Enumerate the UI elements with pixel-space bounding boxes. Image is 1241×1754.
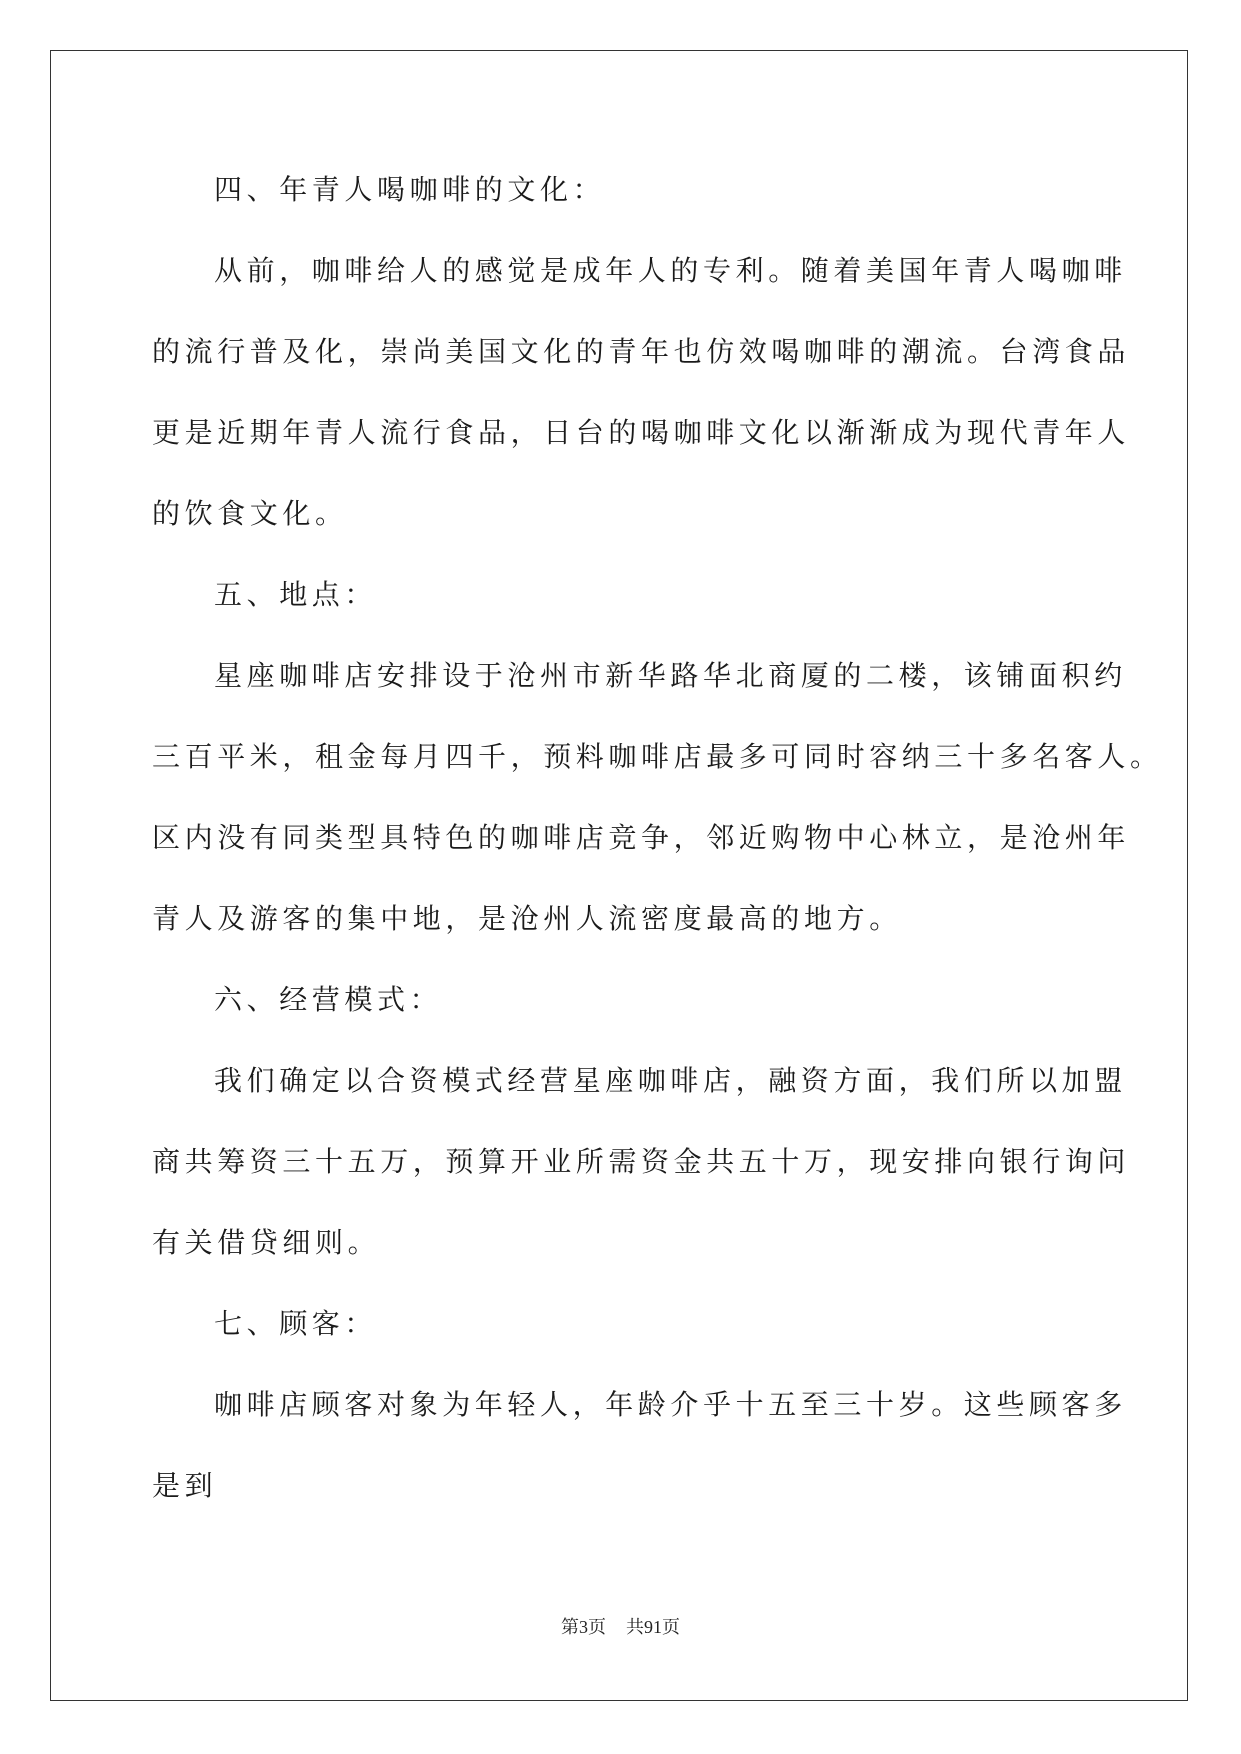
paragraph-line: 青人及游客的集中地，是沧州人流密度最高的地方。 [152,902,902,935]
section-heading-4: 四、年青人喝咖啡的文化： [214,173,606,206]
paragraph-line: 从前，咖啡给人的感觉是成年人的专利。随着美国年青人喝咖啡 [214,254,1127,287]
paragraph-line: 更是近期年青人流行食品，日台的喝咖啡文化以渐渐成为现代青年人 [152,416,1131,449]
paragraph-line: 商共筹资三十五万，预算开业所需资金共五十万，现安排向银行询问 [152,1145,1131,1178]
section-heading-6: 六、经营模式： [214,983,443,1016]
paragraph-line: 有关借贷细则。 [152,1226,381,1259]
page-number: 第3页 [561,1617,606,1637]
paragraph-line: 我们确定以合资模式经营星座咖啡店，融资方面，我们所以加盟 [214,1064,1127,1097]
page-total: 共91页 [626,1617,680,1637]
paragraph-line: 星座咖啡店安排设于沧州市新华路华北商厦的二楼，该铺面积约 [214,659,1127,692]
section-heading-5: 五、地点： [214,578,378,611]
paragraph-line: 是到 [152,1469,218,1502]
section-heading-7: 七、顾客： [214,1307,378,1340]
page-footer [0,1615,1241,1639]
page-border [50,50,1188,1701]
paragraph-line: 三百平米，租金每月四千，预料咖啡店最多可同时容纳三十多名客人。 [152,740,1163,773]
paragraph-line: 区内没有同类型具特色的咖啡店竞争，邻近购物中心林立，是沧州年 [152,821,1131,854]
paragraph-line: 的饮食文化。 [152,497,348,530]
paragraph-line: 的流行普及化，崇尚美国文化的青年也仿效喝咖啡的潮流。台湾食品 [152,335,1131,368]
paragraph-line: 咖啡店顾客对象为年轻人，年龄介乎十五至三十岁。这些顾客多 [214,1388,1127,1421]
